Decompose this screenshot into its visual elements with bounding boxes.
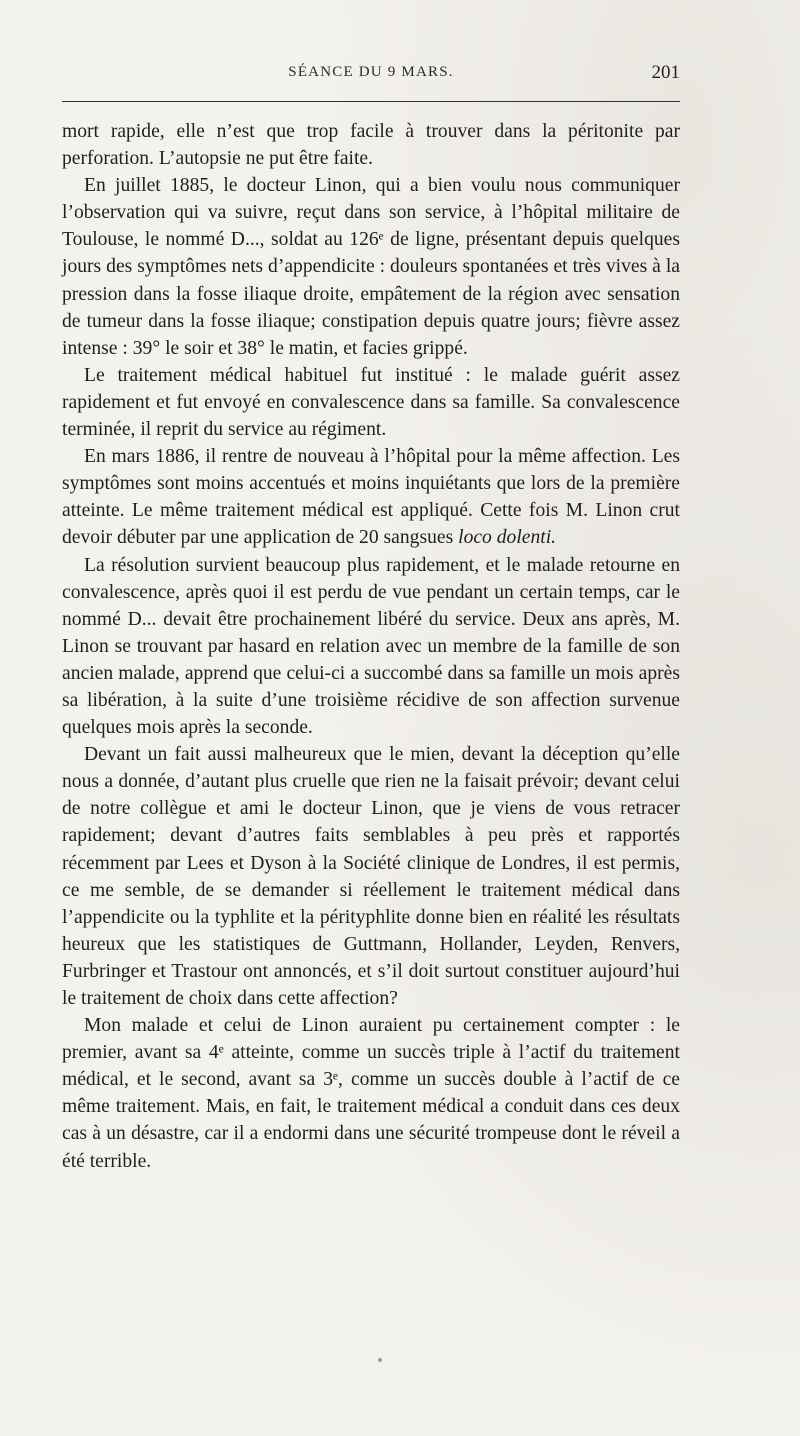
italic-phrase: loco dolenti.	[458, 527, 557, 549]
paragraph-1: mort rapide, elle n’est que trop facile à trouver dans la péritonite par perforation. L’autopsie ne put être faite.	[62, 121, 680, 170]
running-header	[62, 62, 680, 92]
paragraph-4-text: En mars 1886, il rentre de nouveau à l’hôpital pour la même affection. Les symptômes sont moins accentués et moins inquiétants que lors de la première atteinte. Le même traitement médical est appliqué. Cette fois M. Linon crut devoir débuter par une application de 20 sangsues	[62, 446, 680, 549]
paragraph-5: La résolution survient beaucoup plus rapidement, et le malade retourne en convalescence, après quoi il est perdu de vue pendant un certain temps, car le nommé D... devait être prochainement libéré du service. Deux ans après, M. Linon se trouvant par hasard en relation avec un membre de la famille de son ancien malade, apprend que celui-ci a succombé dans sa famille un mois après sa libération, à la suite d’une troisième récidive de son affection survenue quelques mois après la seconde.	[62, 554, 680, 739]
header-rule	[62, 101, 680, 102]
page-number: 201	[651, 62, 680, 83]
body-text	[62, 118, 680, 1175]
stray-ink-mark	[378, 1358, 382, 1362]
paragraph-6: Devant un fait aussi malheureux que le mien, devant la déception qu’elle nous a donnée, d’autant plus cruelle que rien ne la faisait prévoir; devant celui de notre collègue et ami le docteur Linon, que je viens de vous retracer rapidement; devant d’autres faits semblables à peu près et rapportés récemment par Lees et Dyson à la Société clinique de Londres, il est permis, ce me semble, de se demander si réellement le traitement médical dans l’appendicite ou la typhlite et la pérityphlite donne bien en réalité les résultats heureux que les statistiques de Guttmann, Hollander, Leyden, Renvers, Furbringer et Trastour ont annoncés, et s’il doit surtout constituer aujourd’hui le traitement de choix dans cette affection?	[62, 744, 680, 1009]
running-title: SÉANCE DU 9 MARS.	[288, 64, 454, 80]
paragraph-3: Le traitement médical habituel fut institué : le malade guérit assez rapidement et fut envoyé en convalescence dans sa famille. Sa convalescence terminée, il reprit du service au régiment.	[62, 364, 680, 441]
paragraph-2: En juillet 1885, le docteur Linon, qui a bien voulu nous communiquer l’observation qui va suivre, reçut dans son service, à l’hôpital militaire de Toulouse, le nommé D..., soldat au 126ᵉ de ligne, présentant depuis quelques jours des symptômes nets d’appendicite : douleurs spontanées et très vives à la pression dans la fosse iliaque droite, empâtement de la région avec sensation de tumeur dans la fosse iliaque; constipation depuis quatre jours; fièvre assez intense : 39° le soir et 38° le matin, et facies grippé.	[62, 175, 680, 359]
paragraph-7: Mon malade et celui de Linon auraient pu certainement compter : le premier, avant sa 4ᵉ atteinte, comme un succès triple à l’actif du traitement médical, et le second, avant sa 3ᵉ, comme un succès double à l’actif de ce même traitement. Mais, en fait, le traitement médical a conduit dans ces deux cas à un désastre, car il a endormi dans une sécurité trompeuse dont le réveil a été terrible.	[62, 1015, 680, 1172]
paragraph-4	[62, 443, 680, 551]
